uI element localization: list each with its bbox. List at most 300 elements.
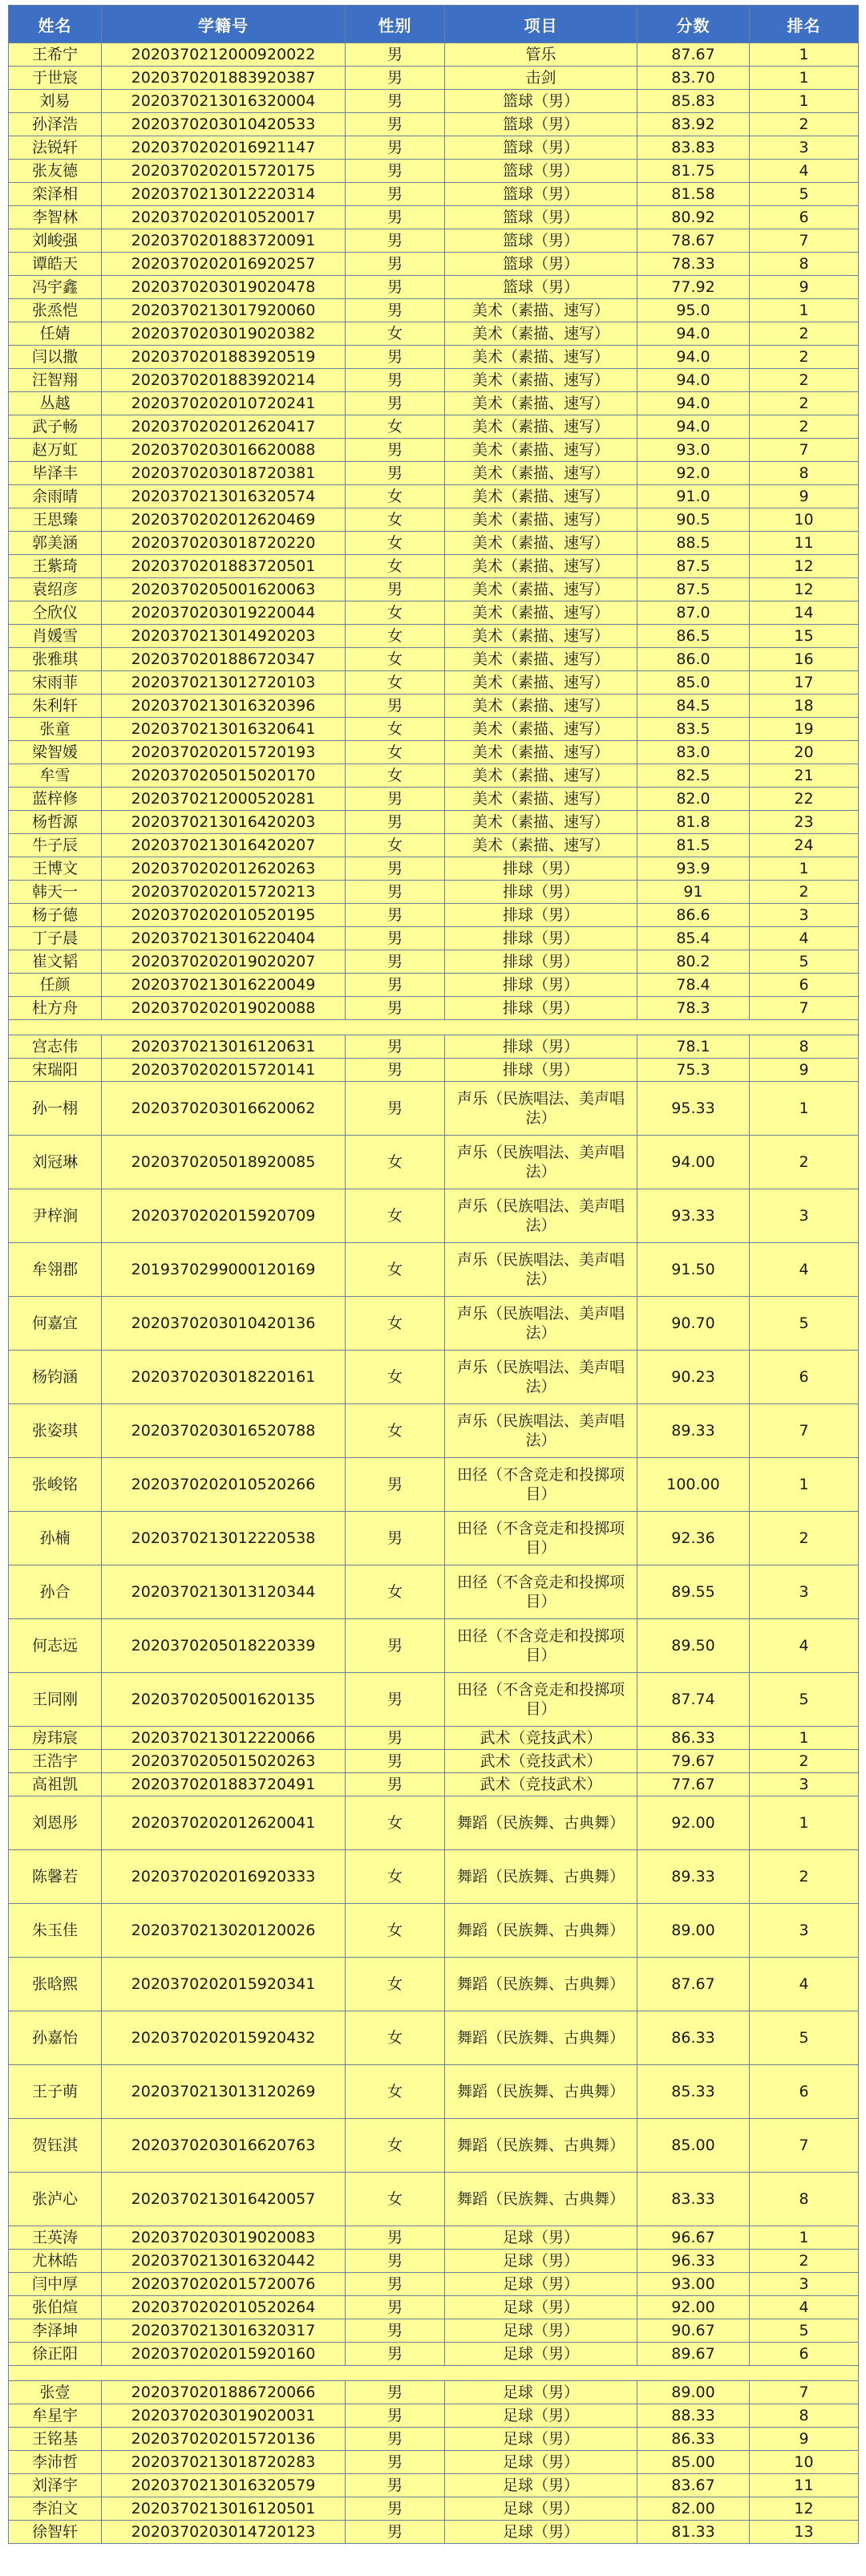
cell-rank: 4: [750, 2296, 859, 2319]
cell-event: 排球（男）: [445, 857, 637, 881]
cell-score: 96.67: [637, 2226, 750, 2250]
cell-event: 舞蹈（民族舞、古典舞）: [445, 2173, 637, 2226]
cell-event: 足球（男）: [445, 2296, 637, 2319]
results-sheet: [8, 5, 858, 2571]
cell-name: 房玮宸: [9, 1727, 102, 1750]
cell-rank: 5: [750, 1673, 859, 1727]
cell-rank: 12: [750, 578, 859, 601]
cell-student-id: 2020370202015920341: [102, 1958, 346, 2011]
cell-event: 美术（素描、速写）: [445, 788, 637, 811]
cell-event: 足球（男）: [445, 2319, 637, 2343]
cell-gender: 男: [346, 206, 445, 229]
cell-rank: 2: [750, 369, 859, 392]
table-row: [9, 1673, 859, 1727]
cell-gender: 女: [346, 648, 445, 671]
cell-name: 杜方舟: [9, 997, 102, 1020]
cell-student-id: 2020370201886720066: [102, 2381, 346, 2404]
cell-student-id: 2020370202019020207: [102, 950, 346, 974]
cell-event: 田径（不含竞走和投掷项目）: [445, 1619, 637, 1673]
table-row: [9, 2065, 859, 2119]
cell-gender: 男: [346, 1727, 445, 1750]
cell-student-id: 2020370202015720136: [102, 2428, 346, 2451]
cell-score: 85.33: [637, 2065, 750, 2119]
cell-student-id: 2020370202010520017: [102, 206, 346, 229]
cell-name: 孙泽浩: [9, 113, 102, 136]
table-row: [9, 1958, 859, 2011]
cell-event: 舞蹈（民族舞、古典舞）: [445, 1850, 637, 1904]
cell-score: 93.00: [637, 2273, 750, 2296]
cell-gender: 男: [346, 1773, 445, 1796]
cell-gender: 男: [346, 997, 445, 1020]
table-row: [9, 2497, 859, 2521]
cell-student-id: 2020370203016620088: [102, 439, 346, 462]
cell-student-id: 2020370203019220044: [102, 601, 346, 625]
table-row: [9, 1458, 859, 1512]
cell-gender: 男: [346, 67, 445, 90]
table-row: [9, 2451, 859, 2474]
cell-rank: 6: [750, 2343, 859, 2366]
cell-student-id: 2020370205001620135: [102, 1673, 346, 1727]
cell-rank: 7: [750, 2119, 859, 2173]
cell-gender: 男: [346, 2319, 445, 2343]
table-row: [9, 1512, 859, 1565]
cell-rank: 9: [750, 1059, 859, 1082]
cell-score: 93.33: [637, 1189, 750, 1243]
cell-score: 75.3: [637, 1059, 750, 1082]
cell-student-id: 2020370203016620062: [102, 1082, 346, 1136]
cell-event: 排球（男）: [445, 974, 637, 997]
cell-rank: 18: [750, 695, 859, 718]
cell-rank: 5: [750, 2319, 859, 2343]
cell-name: 张壹: [9, 2381, 102, 2404]
cell-gender: 男: [346, 229, 445, 253]
cell-event: 舞蹈（民族舞、古典舞）: [445, 2011, 637, 2065]
cell-rank: 13: [750, 2521, 859, 2544]
cell-event: 排球（男）: [445, 950, 637, 974]
cell-gender: 女: [346, 415, 445, 439]
cell-student-id: 2020370203019020031: [102, 2404, 346, 2428]
cell-score: 77.92: [637, 276, 750, 299]
table-row: [9, 2296, 859, 2319]
table-row: [9, 1297, 859, 1351]
cell-event: 排球（男）: [445, 927, 637, 950]
cell-event: 美术（素描、速写）: [445, 625, 637, 648]
table-row: [9, 276, 859, 299]
cell-gender: 女: [346, 601, 445, 625]
cell-event: 击剑: [445, 67, 637, 90]
cell-event: 美术（素描、速写）: [445, 322, 637, 346]
cell-score: 95.0: [637, 299, 750, 322]
cell-gender: 男: [346, 43, 445, 67]
table-row: [9, 136, 859, 160]
cell-rank: 6: [750, 206, 859, 229]
cell-rank: 8: [750, 462, 859, 485]
cell-gender: 男: [346, 183, 445, 206]
cell-score: 90.23: [637, 1351, 750, 1404]
cell-name: 任婧: [9, 322, 102, 346]
cell-student-id: 2020370213016320574: [102, 485, 346, 508]
cell-name: 王浩宇: [9, 1750, 102, 1773]
cell-gender: 男: [346, 881, 445, 904]
cell-gender: 女: [346, 764, 445, 788]
cell-score: 85.00: [637, 2451, 750, 2474]
table-row: [9, 160, 859, 183]
cell-rank: 6: [750, 2065, 859, 2119]
table-row: [9, 857, 859, 881]
cell-event: 篮球（男）: [445, 160, 637, 183]
cell-rank: 3: [750, 904, 859, 927]
cell-student-id: 2020370213017920060: [102, 299, 346, 322]
cell-event: 美术（素描、速写）: [445, 346, 637, 369]
cell-event: 美术（素描、速写）: [445, 555, 637, 578]
cell-gender: 男: [346, 1035, 445, 1059]
cell-event: 田径（不含竞走和投掷项目）: [445, 1458, 637, 1512]
results-table: [8, 5, 859, 2544]
cell-gender: 女: [346, 1136, 445, 1189]
cell-event: 美术（素描、速写）: [445, 834, 637, 857]
cell-event: 武术（竞技武术）: [445, 1773, 637, 1796]
cell-student-id: 2020370213016420203: [102, 811, 346, 834]
cell-gender: 男: [346, 2250, 445, 2273]
section-gap-cell: [9, 2366, 859, 2381]
cell-gender: 女: [346, 1796, 445, 1850]
cell-name: 贺钰淇: [9, 2119, 102, 2173]
cell-rank: 4: [750, 160, 859, 183]
cell-name: 高祖凯: [9, 1773, 102, 1796]
cell-gender: 女: [346, 718, 445, 741]
cell-gender: 男: [346, 788, 445, 811]
cell-gender: 男: [346, 346, 445, 369]
cell-score: 78.4: [637, 974, 750, 997]
cell-rank: 16: [750, 648, 859, 671]
table-row: [9, 2119, 859, 2173]
cell-name: 梁智媛: [9, 741, 102, 764]
cell-name: 孙合: [9, 1565, 102, 1619]
cell-student-id: 2020370203016620763: [102, 2119, 346, 2173]
cell-rank: 21: [750, 764, 859, 788]
cell-student-id: 2020370205018220339: [102, 1619, 346, 1673]
cell-score: 85.00: [637, 2119, 750, 2173]
cell-rank: 24: [750, 834, 859, 857]
cell-rank: 3: [750, 1904, 859, 1958]
cell-event: 篮球（男）: [445, 90, 637, 113]
cell-gender: 女: [346, 1958, 445, 2011]
cell-event: 武术（竞技武术）: [445, 1727, 637, 1750]
cell-score: 92.00: [637, 2296, 750, 2319]
cell-score: 87.5: [637, 578, 750, 601]
table-row: [9, 2273, 859, 2296]
cell-name: 王紫琦: [9, 555, 102, 578]
table-row: [9, 671, 859, 695]
cell-name: 任颜: [9, 974, 102, 997]
cell-name: 闫中厚: [9, 2273, 102, 2296]
cell-rank: 3: [750, 1189, 859, 1243]
cell-student-id: 2020370202016920257: [102, 253, 346, 276]
table-row: [9, 229, 859, 253]
cell-student-id: 2020370205001620063: [102, 578, 346, 601]
cell-student-id: 2020370202016921147: [102, 136, 346, 160]
cell-gender: 男: [346, 136, 445, 160]
cell-name: 杨哲源: [9, 811, 102, 834]
header-student-id: 学籍号: [102, 6, 346, 43]
cell-score: 82.0: [637, 788, 750, 811]
cell-event: 田径（不含竞走和投掷项目）: [445, 1565, 637, 1619]
cell-gender: 男: [346, 2451, 445, 2474]
cell-score: 94.00: [637, 1136, 750, 1189]
cell-score: 87.5: [637, 555, 750, 578]
cell-name: 刘峻强: [9, 229, 102, 253]
cell-rank: 10: [750, 508, 859, 532]
cell-event: 排球（男）: [445, 1059, 637, 1082]
cell-name: 张烝恺: [9, 299, 102, 322]
cell-gender: 女: [346, 532, 445, 555]
cell-gender: 男: [346, 904, 445, 927]
cell-rank: 2: [750, 1136, 859, 1189]
cell-name: 法锐轩: [9, 136, 102, 160]
cell-score: 81.75: [637, 160, 750, 183]
cell-gender: 男: [346, 695, 445, 718]
cell-score: 96.33: [637, 2250, 750, 2273]
cell-gender: 女: [346, 1565, 445, 1619]
cell-student-id: 2020370213020120026: [102, 1904, 346, 1958]
cell-name: 崔文韬: [9, 950, 102, 974]
cell-name: 宋雨菲: [9, 671, 102, 695]
cell-gender: 女: [346, 2173, 445, 2226]
table-row: [9, 811, 859, 834]
cell-event: 足球（男）: [445, 2273, 637, 2296]
table-row: [9, 415, 859, 439]
cell-name: 牛子辰: [9, 834, 102, 857]
cell-event: 美术（素描、速写）: [445, 601, 637, 625]
cell-rank: 1: [750, 857, 859, 881]
cell-name: 何志远: [9, 1619, 102, 1673]
cell-event: 足球（男）: [445, 2474, 637, 2497]
cell-score: 83.92: [637, 113, 750, 136]
table-row: [9, 881, 859, 904]
cell-student-id: 2020370202015720141: [102, 1059, 346, 1082]
cell-score: 87.0: [637, 601, 750, 625]
table-row: [9, 439, 859, 462]
cell-rank: 2: [750, 1750, 859, 1773]
cell-score: 92.36: [637, 1512, 750, 1565]
cell-gender: 男: [346, 392, 445, 415]
cell-event: 武术（竞技武术）: [445, 1750, 637, 1773]
table-row: [9, 206, 859, 229]
table-row: [9, 2474, 859, 2497]
cell-score: 79.67: [637, 1750, 750, 1773]
cell-name: 何嘉宜: [9, 1297, 102, 1351]
cell-score: 83.0: [637, 741, 750, 764]
cell-student-id: 2020370202010520266: [102, 1458, 346, 1512]
cell-score: 78.33: [637, 253, 750, 276]
cell-score: 78.1: [637, 1035, 750, 1059]
table-row: [9, 741, 859, 764]
cell-score: 87.74: [637, 1673, 750, 1727]
cell-student-id: 2020370213012720103: [102, 671, 346, 695]
cell-gender: 男: [346, 2226, 445, 2250]
table-row: [9, 1243, 859, 1297]
table-row: [9, 299, 859, 322]
cell-event: 篮球（男）: [445, 183, 637, 206]
cell-gender: 男: [346, 2497, 445, 2521]
cell-event: 足球（男）: [445, 2404, 637, 2428]
cell-gender: 女: [346, 508, 445, 532]
cell-gender: 男: [346, 160, 445, 183]
cell-name: 王铭基: [9, 2428, 102, 2451]
cell-name: 肖媛雪: [9, 625, 102, 648]
cell-score: 89.50: [637, 1619, 750, 1673]
cell-gender: 男: [346, 2273, 445, 2296]
cell-event: 美术（素描、速写）: [445, 462, 637, 485]
cell-student-id: 2020370203019020382: [102, 322, 346, 346]
cell-event: 声乐（民族唱法、美声唱法）: [445, 1351, 637, 1404]
cell-gender: 女: [346, 485, 445, 508]
cell-rank: 5: [750, 1297, 859, 1351]
cell-student-id: 2020370203018720220: [102, 532, 346, 555]
table-row: [9, 997, 859, 1020]
cell-student-id: 2020370201883920519: [102, 346, 346, 369]
cell-student-id: 2020370213016420057: [102, 2173, 346, 2226]
table-row: [9, 764, 859, 788]
cell-score: 78.3: [637, 997, 750, 1020]
cell-score: 86.33: [637, 2011, 750, 2065]
cell-rank: 7: [750, 439, 859, 462]
table-row: [9, 555, 859, 578]
header-row: [9, 6, 859, 43]
cell-name: 朱玉佳: [9, 1904, 102, 1958]
cell-rank: 5: [750, 950, 859, 974]
cell-rank: 1: [750, 2226, 859, 2250]
cell-name: 王思臻: [9, 508, 102, 532]
table-row: [9, 788, 859, 811]
table-row: [9, 1351, 859, 1404]
cell-student-id: 2020370213016320641: [102, 718, 346, 741]
cell-score: 87.67: [637, 1958, 750, 2011]
cell-name: 丛越: [9, 392, 102, 415]
cell-event: 篮球（男）: [445, 136, 637, 160]
cell-event: 声乐（民族唱法、美声唱法）: [445, 1189, 637, 1243]
cell-score: 85.0: [637, 671, 750, 695]
cell-rank: 3: [750, 136, 859, 160]
cell-rank: 9: [750, 485, 859, 508]
header-score: 分数: [637, 6, 750, 43]
cell-event: 排球（男）: [445, 881, 637, 904]
cell-name: 蓝梓修: [9, 788, 102, 811]
table-row: [9, 369, 859, 392]
cell-score: 77.67: [637, 1773, 750, 1796]
cell-name: 陈馨若: [9, 1850, 102, 1904]
cell-gender: 女: [346, 2065, 445, 2119]
cell-student-id: 2020370213012220314: [102, 183, 346, 206]
cell-event: 声乐（民族唱法、美声唱法）: [445, 1404, 637, 1458]
table-row: [9, 67, 859, 90]
cell-student-id: 2020370213016120501: [102, 2497, 346, 2521]
cell-student-id: 2020370213018720283: [102, 2451, 346, 2474]
cell-score: 86.33: [637, 1727, 750, 1750]
cell-name: 赵万虹: [9, 439, 102, 462]
cell-event: 足球（男）: [445, 2497, 637, 2521]
cell-event: 美术（素描、速写）: [445, 718, 637, 741]
cell-gender: 男: [346, 113, 445, 136]
cell-event: 美术（素描、速写）: [445, 299, 637, 322]
table-row: [9, 578, 859, 601]
cell-event: 排球（男）: [445, 904, 637, 927]
cell-student-id: 2020370202012620263: [102, 857, 346, 881]
cell-event: 声乐（民族唱法、美声唱法）: [445, 1243, 637, 1297]
cell-gender: 男: [346, 1059, 445, 1082]
table-row: [9, 601, 859, 625]
cell-event: 田径（不含竞走和投掷项目）: [445, 1673, 637, 1727]
cell-rank: 1: [750, 1727, 859, 1750]
cell-student-id: 2020370203010420533: [102, 113, 346, 136]
cell-rank: 10: [750, 2451, 859, 2474]
cell-student-id: 2020370203018220161: [102, 1351, 346, 1404]
cell-name: 张伯煊: [9, 2296, 102, 2319]
cell-name: 谭皓天: [9, 253, 102, 276]
table-row: [9, 322, 859, 346]
table-row: [9, 90, 859, 113]
cell-student-id: 2020370213013120344: [102, 1565, 346, 1619]
cell-name: 张峻铭: [9, 1458, 102, 1512]
cell-score: 83.33: [637, 2173, 750, 2226]
cell-name: 冯宇鑫: [9, 276, 102, 299]
cell-gender: 男: [346, 1082, 445, 1136]
cell-rank: 9: [750, 2428, 859, 2451]
table-row: [9, 1904, 859, 1958]
cell-gender: 女: [346, 2119, 445, 2173]
cell-rank: 7: [750, 229, 859, 253]
table-row: [9, 1189, 859, 1243]
cell-score: 83.83: [637, 136, 750, 160]
cell-score: 91.0: [637, 485, 750, 508]
cell-rank: 2: [750, 2250, 859, 2273]
cell-student-id: 2020370203014720123: [102, 2521, 346, 2544]
cell-score: 84.5: [637, 695, 750, 718]
cell-student-id: 2020370213012220538: [102, 1512, 346, 1565]
cell-rank: 1: [750, 67, 859, 90]
cell-student-id: 2020370213016320317: [102, 2319, 346, 2343]
cell-gender: 男: [346, 2521, 445, 2544]
cell-student-id: 2020370202015720213: [102, 881, 346, 904]
cell-gender: 男: [346, 927, 445, 950]
cell-rank: 11: [750, 2474, 859, 2497]
cell-student-id: 2019370299000120169: [102, 1243, 346, 1297]
cell-event: 美术（素描、速写）: [445, 415, 637, 439]
section-gap: [9, 1020, 859, 1035]
cell-rank: 8: [750, 2173, 859, 2226]
cell-event: 美术（素描、速写）: [445, 578, 637, 601]
table-row: [9, 1035, 859, 1059]
cell-score: 94.0: [637, 322, 750, 346]
cell-student-id: 2020370213016420207: [102, 834, 346, 857]
cell-student-id: 2020370213016320396: [102, 695, 346, 718]
cell-gender: 女: [346, 555, 445, 578]
cell-student-id: 2020370205015020263: [102, 1750, 346, 1773]
cell-rank: 2: [750, 881, 859, 904]
cell-name: 杨子德: [9, 904, 102, 927]
cell-student-id: 2020370202015920432: [102, 2011, 346, 2065]
cell-score: 86.0: [637, 648, 750, 671]
table-row: [9, 1136, 859, 1189]
cell-event: 美术（素描、速写）: [445, 741, 637, 764]
cell-rank: 19: [750, 718, 859, 741]
cell-score: 93.0: [637, 439, 750, 462]
header-rank: 排名: [750, 6, 859, 43]
cell-name: 仝欣仪: [9, 601, 102, 625]
cell-gender: 男: [346, 276, 445, 299]
cell-gender: 女: [346, 1297, 445, 1351]
cell-rank: 1: [750, 1082, 859, 1136]
